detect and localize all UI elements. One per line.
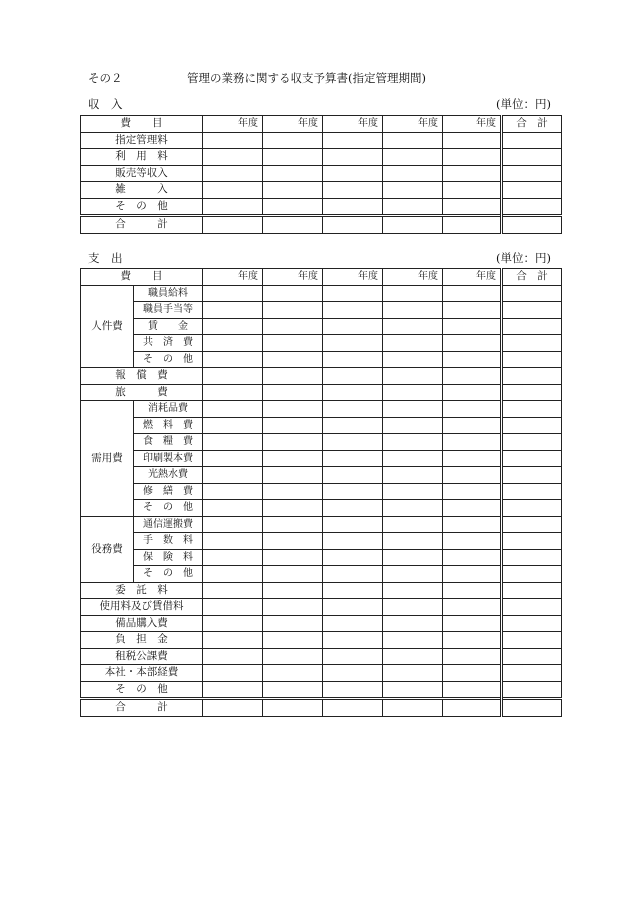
amount-cell[interactable] [323,648,383,665]
amount-cell[interactable] [443,384,502,401]
amount-cell[interactable] [323,681,383,699]
amount-cell[interactable] [263,384,323,401]
amount-cell[interactable] [203,599,263,616]
amount-cell[interactable] [323,483,383,500]
amount-cell[interactable] [443,182,502,199]
amount-cell[interactable] [443,302,502,319]
amount-cell[interactable] [323,351,383,368]
amount-cell[interactable] [263,401,323,418]
amount-cell[interactable] [263,351,323,368]
amount-cell[interactable] [443,434,502,451]
total-label: 合 計 [81,699,203,717]
amount-cell[interactable] [502,198,562,216]
amount-cell[interactable] [502,149,562,166]
amount-cell[interactable] [203,450,263,467]
amount-cell[interactable] [383,417,443,434]
table-row [81,434,562,451]
amount-cell[interactable] [263,582,323,599]
amount-cell[interactable] [443,648,502,665]
row-label: 利 用 料 [81,149,203,166]
table-row [81,384,562,401]
amount-cell[interactable] [502,335,562,352]
subitem-label: 手 数 料 [134,533,203,550]
amount-cell[interactable] [323,216,383,234]
amount-cell[interactable] [323,699,383,717]
amount-cell[interactable] [383,216,443,234]
amount-cell[interactable] [443,533,502,550]
amount-cell[interactable] [383,149,443,166]
table-row [81,483,562,500]
amount-cell[interactable] [203,665,263,682]
amount-cell[interactable] [263,165,323,182]
income-total-row [81,216,562,234]
amount-cell[interactable] [443,582,502,599]
amount-cell[interactable] [383,699,443,717]
category-label: 旅 費 [81,384,203,401]
amount-cell[interactable] [203,566,263,583]
column-header-year: 年度 [383,116,443,133]
amount-cell[interactable] [383,351,443,368]
amount-cell[interactable] [263,699,323,717]
amount-cell[interactable] [203,615,263,632]
amount-cell[interactable] [263,566,323,583]
column-header-year: 年度 [263,269,323,286]
amount-cell[interactable] [443,549,502,566]
amount-cell[interactable] [263,632,323,649]
column-header-total: 合 計 [502,269,562,286]
amount-cell[interactable] [502,615,562,632]
amount-cell[interactable] [443,516,502,533]
amount-cell[interactable] [203,198,263,216]
amount-cell[interactable] [443,351,502,368]
table-row [81,182,562,199]
column-header-year: 年度 [263,116,323,133]
table-row [81,198,562,216]
amount-cell[interactable] [263,335,323,352]
amount-cell[interactable] [383,582,443,599]
amount-cell[interactable] [383,182,443,199]
amount-cell[interactable] [443,285,502,302]
amount-cell[interactable] [263,549,323,566]
subitem-label: 賃 金 [134,318,203,335]
amount-cell[interactable] [263,648,323,665]
amount-cell[interactable] [502,368,562,385]
amount-cell[interactable] [383,384,443,401]
amount-cell[interactable] [502,599,562,616]
amount-cell[interactable] [383,599,443,616]
amount-cell[interactable] [203,182,263,199]
income-table [80,115,562,234]
amount-cell[interactable] [323,368,383,385]
amount-cell[interactable] [203,165,263,182]
amount-cell[interactable] [323,384,383,401]
category-label: 負 担 金 [81,632,203,649]
table-row [81,632,562,649]
category-label: 報 償 費 [81,368,203,385]
amount-cell[interactable] [443,401,502,418]
category-label: 人件費 [81,285,134,368]
category-label: 本社・本部経費 [81,665,203,682]
amount-cell[interactable] [502,483,562,500]
amount-cell[interactable] [263,318,323,335]
row-label: 雑 入 [81,182,203,199]
table-row [81,467,562,484]
table-row [81,450,562,467]
amount-cell[interactable] [263,615,323,632]
table-row [81,318,562,335]
amount-cell[interactable] [443,368,502,385]
table-row [81,132,562,149]
amount-cell[interactable] [263,132,323,149]
amount-cell[interactable] [383,533,443,550]
income-unit: (単位：円) [496,97,551,111]
amount-cell[interactable] [443,467,502,484]
amount-cell[interactable] [502,434,562,451]
table-row [81,285,562,302]
amount-cell[interactable] [203,132,263,149]
amount-cell[interactable] [203,401,263,418]
amount-cell[interactable] [323,599,383,616]
amount-cell[interactable] [502,401,562,418]
amount-cell[interactable] [263,483,323,500]
amount-cell[interactable] [383,285,443,302]
amount-cell[interactable] [263,599,323,616]
amount-cell[interactable] [203,549,263,566]
amount-cell[interactable] [383,165,443,182]
amount-cell[interactable] [263,450,323,467]
table-row [81,516,562,533]
document-title: 管理の業務に関する収支予算書(指定管理期間) [187,71,426,85]
amount-cell[interactable] [203,216,263,234]
amount-cell[interactable] [383,516,443,533]
amount-cell[interactable] [383,648,443,665]
amount-cell[interactable] [323,615,383,632]
table-row [81,351,562,368]
amount-cell[interactable] [323,182,383,199]
amount-cell[interactable] [383,615,443,632]
amount-cell[interactable] [443,483,502,500]
amount-cell[interactable] [263,216,323,234]
amount-cell[interactable] [502,351,562,368]
amount-cell[interactable] [443,500,502,517]
expense-unit: (単位：円) [496,251,551,265]
amount-cell[interactable] [443,417,502,434]
amount-cell[interactable] [203,500,263,517]
amount-cell[interactable] [323,335,383,352]
amount-cell[interactable] [323,516,383,533]
amount-cell[interactable] [502,285,562,302]
amount-cell[interactable] [323,500,383,517]
amount-cell[interactable] [383,335,443,352]
amount-cell[interactable] [263,302,323,319]
amount-cell[interactable] [203,368,263,385]
amount-cell[interactable] [502,681,562,699]
amount-cell[interactable] [263,533,323,550]
amount-cell[interactable] [383,483,443,500]
category-label: 備品購入費 [81,615,203,632]
amount-cell[interactable] [443,450,502,467]
amount-cell[interactable] [383,368,443,385]
amount-cell[interactable] [263,149,323,166]
amount-cell[interactable] [443,149,502,166]
subitem-label: 職員手当等 [134,302,203,319]
amount-cell[interactable] [383,665,443,682]
amount-cell[interactable] [203,285,263,302]
subitem-label: 消耗品費 [134,401,203,418]
amount-cell[interactable] [443,165,502,182]
amount-cell[interactable] [203,582,263,599]
expense-table [80,268,562,717]
amount-cell[interactable] [383,467,443,484]
amount-cell[interactable] [323,149,383,166]
category-label: 委 託 料 [81,582,203,599]
table-row [81,335,562,352]
amount-cell[interactable] [323,434,383,451]
amount-cell[interactable] [203,533,263,550]
amount-cell[interactable] [443,132,502,149]
amount-cell[interactable] [263,285,323,302]
amount-cell[interactable] [502,467,562,484]
amount-cell[interactable] [502,533,562,550]
subitem-label: 保 険 料 [134,549,203,566]
amount-cell[interactable] [203,351,263,368]
subitem-label: 職員給料 [134,285,203,302]
amount-cell[interactable] [443,665,502,682]
amount-cell[interactable] [383,681,443,699]
amount-cell[interactable] [383,401,443,418]
income-label: 収 入 [88,97,123,111]
amount-cell[interactable] [502,566,562,583]
category-label: そ の 他 [81,681,203,699]
amount-cell[interactable] [383,566,443,583]
amount-cell[interactable] [263,434,323,451]
amount-cell[interactable] [323,198,383,216]
table-row [81,566,562,583]
total-label: 合 計 [81,216,203,234]
table-row [81,149,562,166]
amount-cell[interactable] [263,665,323,682]
table-row [81,500,562,517]
amount-cell[interactable] [502,665,562,682]
subitem-label: 修 繕 費 [134,483,203,500]
amount-cell[interactable] [263,182,323,199]
table-row [81,417,562,434]
column-header-year: 年度 [323,116,383,133]
amount-cell[interactable] [502,549,562,566]
amount-cell[interactable] [443,615,502,632]
amount-cell[interactable] [323,566,383,583]
amount-cell[interactable] [383,450,443,467]
category-label: 使用料及び賃借料 [81,599,203,616]
row-label: そ の 他 [81,198,203,216]
amount-cell[interactable] [443,632,502,649]
table-row [81,582,562,599]
column-header-year: 年度 [203,269,263,286]
amount-cell[interactable] [203,417,263,434]
amount-cell[interactable] [263,467,323,484]
amount-cell[interactable] [263,417,323,434]
amount-cell[interactable] [502,132,562,149]
amount-cell[interactable] [323,632,383,649]
amount-cell[interactable] [502,582,562,599]
column-header-year: 年度 [203,116,263,133]
amount-cell[interactable] [443,599,502,616]
amount-cell[interactable] [502,384,562,401]
amount-cell[interactable] [383,302,443,319]
amount-cell[interactable] [203,302,263,319]
subitem-label: 食 糧 費 [134,434,203,451]
amount-cell[interactable] [203,699,263,717]
amount-cell[interactable] [203,149,263,166]
amount-cell[interactable] [383,318,443,335]
amount-cell[interactable] [323,165,383,182]
subitem-label: そ の 他 [134,500,203,517]
amount-cell[interactable] [502,648,562,665]
expense-label: 支 出 [88,251,123,265]
column-header-year: 年度 [443,116,502,133]
table-row [81,615,562,632]
column-header-total: 合 計 [502,116,562,133]
amount-cell[interactable] [203,335,263,352]
subitem-label: 燃 料 費 [134,417,203,434]
table-row [81,665,562,682]
amount-cell[interactable] [502,699,562,717]
amount-cell[interactable] [383,198,443,216]
column-header-item: 費 目 [81,269,203,286]
amount-cell[interactable] [263,368,323,385]
amount-cell[interactable] [502,165,562,182]
section-label: その２ [88,71,123,85]
amount-cell[interactable] [383,500,443,517]
amount-cell[interactable] [443,699,502,717]
amount-cell[interactable] [502,500,562,517]
amount-cell[interactable] [383,434,443,451]
column-header-year: 年度 [443,269,502,286]
expense-header-row [81,269,562,286]
subitem-label: 光熱水費 [134,467,203,484]
amount-cell[interactable] [203,516,263,533]
amount-cell[interactable] [502,318,562,335]
amount-cell[interactable] [443,566,502,583]
subitem-label: そ の 他 [134,351,203,368]
amount-cell[interactable] [323,132,383,149]
category-label: 役務費 [81,516,134,582]
amount-cell[interactable] [443,198,502,216]
table-row [81,533,562,550]
subitem-label: 印刷製本費 [134,450,203,467]
amount-cell[interactable] [203,318,263,335]
column-header-item: 費 目 [81,116,203,133]
amount-cell[interactable] [263,681,323,699]
amount-cell[interactable] [323,417,383,434]
amount-cell[interactable] [443,335,502,352]
table-row [81,681,562,699]
amount-cell[interactable] [502,302,562,319]
amount-cell[interactable] [502,216,562,234]
subitem-label: 通信運搬費 [134,516,203,533]
income-header-row [81,116,562,133]
subitem-label: 共 済 費 [134,335,203,352]
table-row [81,165,562,182]
amount-cell[interactable] [323,401,383,418]
amount-cell[interactable] [383,632,443,649]
amount-cell[interactable] [263,516,323,533]
table-row [81,302,562,319]
amount-cell[interactable] [383,549,443,566]
amount-cell[interactable] [323,533,383,550]
amount-cell[interactable] [323,582,383,599]
category-label: 租税公課費 [81,648,203,665]
amount-cell[interactable] [323,665,383,682]
amount-cell[interactable] [323,318,383,335]
amount-cell[interactable] [502,182,562,199]
amount-cell[interactable] [263,198,323,216]
amount-cell[interactable] [203,632,263,649]
amount-cell[interactable] [443,681,502,699]
amount-cell[interactable] [323,285,383,302]
amount-cell[interactable] [203,434,263,451]
amount-cell[interactable] [323,450,383,467]
amount-cell[interactable] [502,516,562,533]
row-label: 販売等収入 [81,165,203,182]
amount-cell[interactable] [203,467,263,484]
amount-cell[interactable] [502,632,562,649]
amount-cell[interactable] [323,549,383,566]
amount-cell[interactable] [443,216,502,234]
expense-total-row [81,699,562,717]
amount-cell[interactable] [502,450,562,467]
amount-cell[interactable] [203,681,263,699]
table-row [81,368,562,385]
table-row [81,648,562,665]
table-row [81,401,562,418]
column-header-year: 年度 [383,269,443,286]
amount-cell[interactable] [203,384,263,401]
subitem-label: そ の 他 [134,566,203,583]
column-header-year: 年度 [323,269,383,286]
table-row [81,599,562,616]
table-row [81,549,562,566]
category-label: 需用費 [81,401,134,517]
amount-cell[interactable] [203,648,263,665]
amount-cell[interactable] [323,302,383,319]
amount-cell[interactable] [323,467,383,484]
row-label: 指定管理料 [81,132,203,149]
amount-cell[interactable] [203,483,263,500]
amount-cell[interactable] [383,132,443,149]
amount-cell[interactable] [502,417,562,434]
amount-cell[interactable] [443,318,502,335]
amount-cell[interactable] [263,500,323,517]
